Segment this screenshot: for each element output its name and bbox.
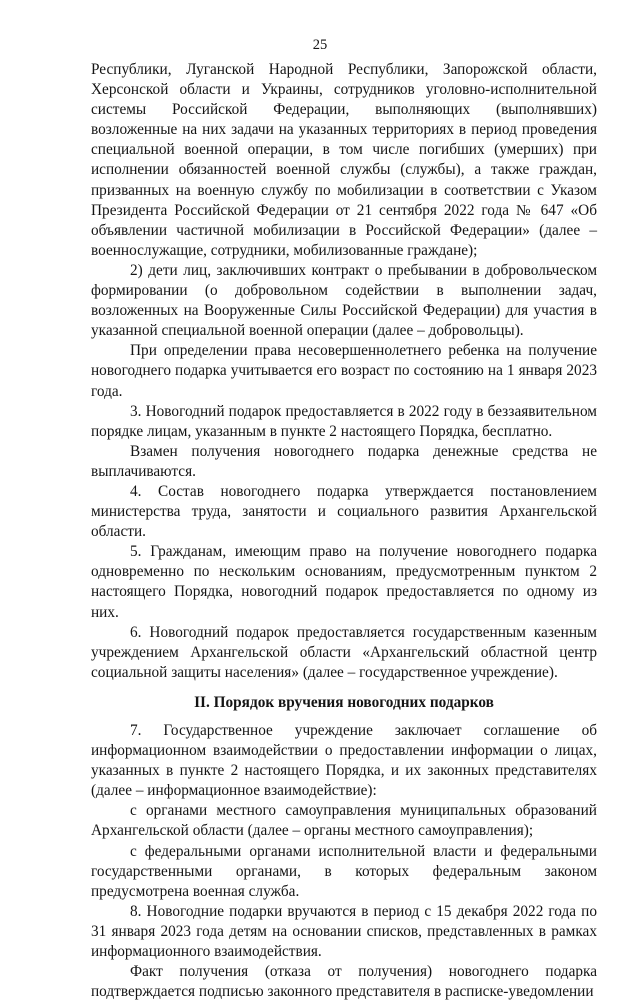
paragraph-age-rule: При определении права несовершеннолетнего ребенка на получение новогоднего подарка учитывается его возраст по состоянию на 1 января 2023 года. [91, 342, 597, 400]
page-number: 25 [312, 37, 328, 53]
document-body [91, 60, 597, 1002]
paragraph-item-2: 2) дети лиц, заключивших контракт о пребывании в добровольческом формировании (о добровольном содействии в выполнении задач, возложенных на Вооруженные Силы Российской Федерации) для участия в указанной специальной военной операции (далее – добровольцы). [91, 261, 597, 340]
paragraph-item-5: 5. Гражданам, имеющим право на получение новогоднего подарка одновременно по нескольким основаниям, предусмотренным пунктом 2 настоящего Порядка, новогодний подарок предоставляется по одному из них. [91, 543, 597, 621]
section-heading: II. Порядок вручения новогодних подарков [194, 693, 494, 711]
paragraph-item-4: 4. Состав новогоднего подарка утверждается постановлением министерства труда, занятости и социального развития Архангельской области. [91, 482, 597, 541]
paragraph-item-6: 6. Новогодний подарок предоставляется государственным казенным учреждением Архангельской области «Архангельский областной центр социальной защиты населения» (далее – государственное учреждение). [91, 623, 597, 681]
paragraph-no-cash: Взамен получения новогоднего подарка денежные средства не выплачиваются. [91, 442, 597, 480]
paragraph-item-8: 8. Новогодние подарки вручаются в период с 15 декабря 2022 года по 31 января 2023 года детям на основании списков, представленных в рамках информационного взаимодействия. [91, 902, 597, 961]
paragraph-continuation: Республики, Луганской Народной Республики, Запорожской области, Херсонской области и Украины, сотрудников уголовно-исполнительной системы Российской Федерации, выполняющих (выполнявших) возложенные на них задачи на указанных территориях в период проведения специальной военной операции, в том числе погибших (умерших) при исполнении обязанностей военной службы (службы), а также граждан, призванных на военную службу по мобилизации в соответствии с Указом Президента Российской Федерации от 21 сентября 2022 года № 647 «Об объявлении частичной мобилизации в Российской Федерации» (далее – военнослужащие, сотрудники, мобилизованные граждане); [91, 61, 597, 259]
paragraph-item-3: 3. Новогодний подарок предоставляется в 2022 году в беззаявительном порядке лицам, указанным в пункте 2 настоящего Порядка, бесплатно. [91, 402, 597, 440]
paragraph-item-7: 7. Государственное учреждение заключает соглашение об информационном взаимодействии о предоставлении информации о лицах, указанных в пункте 2 настоящего Порядка, и их законных представителях (далее – информационное взаимодействие): [91, 722, 597, 800]
paragraph-federal-bodies: с федеральными органами исполнительной власти и федеральными государственными органами, в которых федеральным законом предусмотрена военная служба. [91, 842, 597, 900]
paragraph-receipt-fact: Факт получения (отказа от получения) новогоднего подарка подтверждается подписью законного представителя в расписке-уведомлении [91, 963, 597, 1001]
paragraph-local-authorities: с органами местного самоуправления муниципальных образований Архангельской области (далее – органы местного самоуправления); [91, 802, 597, 840]
